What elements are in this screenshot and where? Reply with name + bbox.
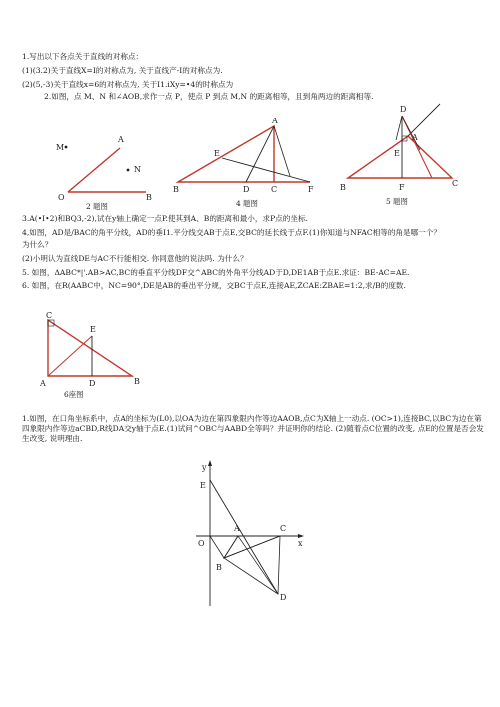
q6-text: 6. 如图，在R(AABC中，NC=90°,DE是AB的垂出平分规，交BC于点E,连接AE,ZCAE:ZBAE=1:2,求/B的度数.	[22, 281, 406, 290]
caption-fig5: 5 题图	[386, 197, 408, 206]
q1-part1: (1)(3.2)关于直线X=I的对称点为, 关于直线产-I的对称点为.	[22, 66, 223, 75]
label-c: C	[280, 524, 287, 533]
caption-fig2: 2 题图	[86, 202, 108, 211]
label-b: B	[216, 563, 222, 572]
label-a: A	[272, 118, 278, 125]
label-e: E	[200, 481, 206, 490]
figure-6	[36, 308, 146, 388]
label-c: C	[46, 311, 53, 320]
label-f: F	[399, 183, 405, 192]
label-d: D	[243, 185, 250, 194]
label-d: D	[280, 593, 287, 602]
figure-4	[170, 118, 330, 208]
coordinate-figure	[192, 458, 312, 608]
coord-q1-text: 1.如图，在口角坐标系中，点A的坐标为(L0),以OA为边在第四象限内作等边AAOB,点C为X轴上一动点. (OC>1),连接BC,以BC为边在第四象限内作等边aCBD,R线DA交y轴于点E.(1)试问^OBC与AABD全等吗？并证明你的结论. (2)随着点C位置的改变, 点E的位置是否会发生改变, 说明理由.	[22, 414, 484, 443]
q1-part2: (2)(5,-3)关于直线x=6的对称点为, 关于I1.iXy=•4的时称点为	[22, 80, 234, 89]
q3-text: 3.A(•I•2)和BQ3,-2),试在y轴上确定一点P.使其到A、B的距离和最小，求P点的坐标.	[22, 214, 308, 223]
label-a: A	[118, 135, 124, 144]
label-d: D	[400, 105, 407, 114]
label-e: E	[394, 149, 400, 158]
label-o: O	[58, 193, 65, 202]
label-e: E	[90, 325, 96, 334]
label-m: M	[56, 143, 65, 152]
q2-text: 2.如图，点 M、N 和∠AOB,求作一点 P，使点 P 到点 M,N 的距离相等，且到角两边的距离相等.	[44, 92, 374, 101]
label-b: B	[134, 377, 140, 386]
label-c: C	[452, 179, 459, 188]
label-o: O	[198, 539, 205, 548]
figure-2	[52, 120, 172, 210]
caption-fig4: 4 题图	[236, 199, 258, 208]
label-a: A	[412, 133, 418, 142]
label-b: B	[146, 193, 152, 202]
label-a: A	[234, 524, 240, 533]
label-y: y	[202, 463, 207, 472]
label-c: C	[271, 185, 278, 194]
label-f: F	[308, 185, 314, 194]
q4-text-cont: 为什么？	[22, 240, 53, 249]
figure-5	[336, 100, 461, 200]
caption-fig6: 6座图	[64, 390, 84, 399]
label-d: D	[89, 379, 96, 388]
label-b: B	[340, 183, 346, 192]
q5-text: 5. 如图，ΔABC*|'.AB>AC,BC的垂直平分线DF交^ABC的外角平分线AD于D,DE1AB于点E.求证：BE-AC=AE.	[22, 268, 410, 277]
label-e: E	[214, 149, 220, 158]
q4-text: 4,如图，AD是/BAC的角平分线，AD的垂I1.平分线交AB于点E,交BC的延长线于点F.(1)你知道与NFAC相等的角是哪一个？	[22, 228, 441, 237]
q1-title: 1.写出以下各点关于直线的对称点：	[22, 52, 144, 61]
label-a: A	[40, 379, 46, 388]
label-x: x	[298, 539, 303, 548]
label-b: B	[173, 185, 179, 194]
q4-part2: (2)小明认为直线DE与AC不行能相交. 你同意他的说法吗. 为什么？	[22, 254, 248, 263]
label-n: N	[134, 165, 141, 174]
